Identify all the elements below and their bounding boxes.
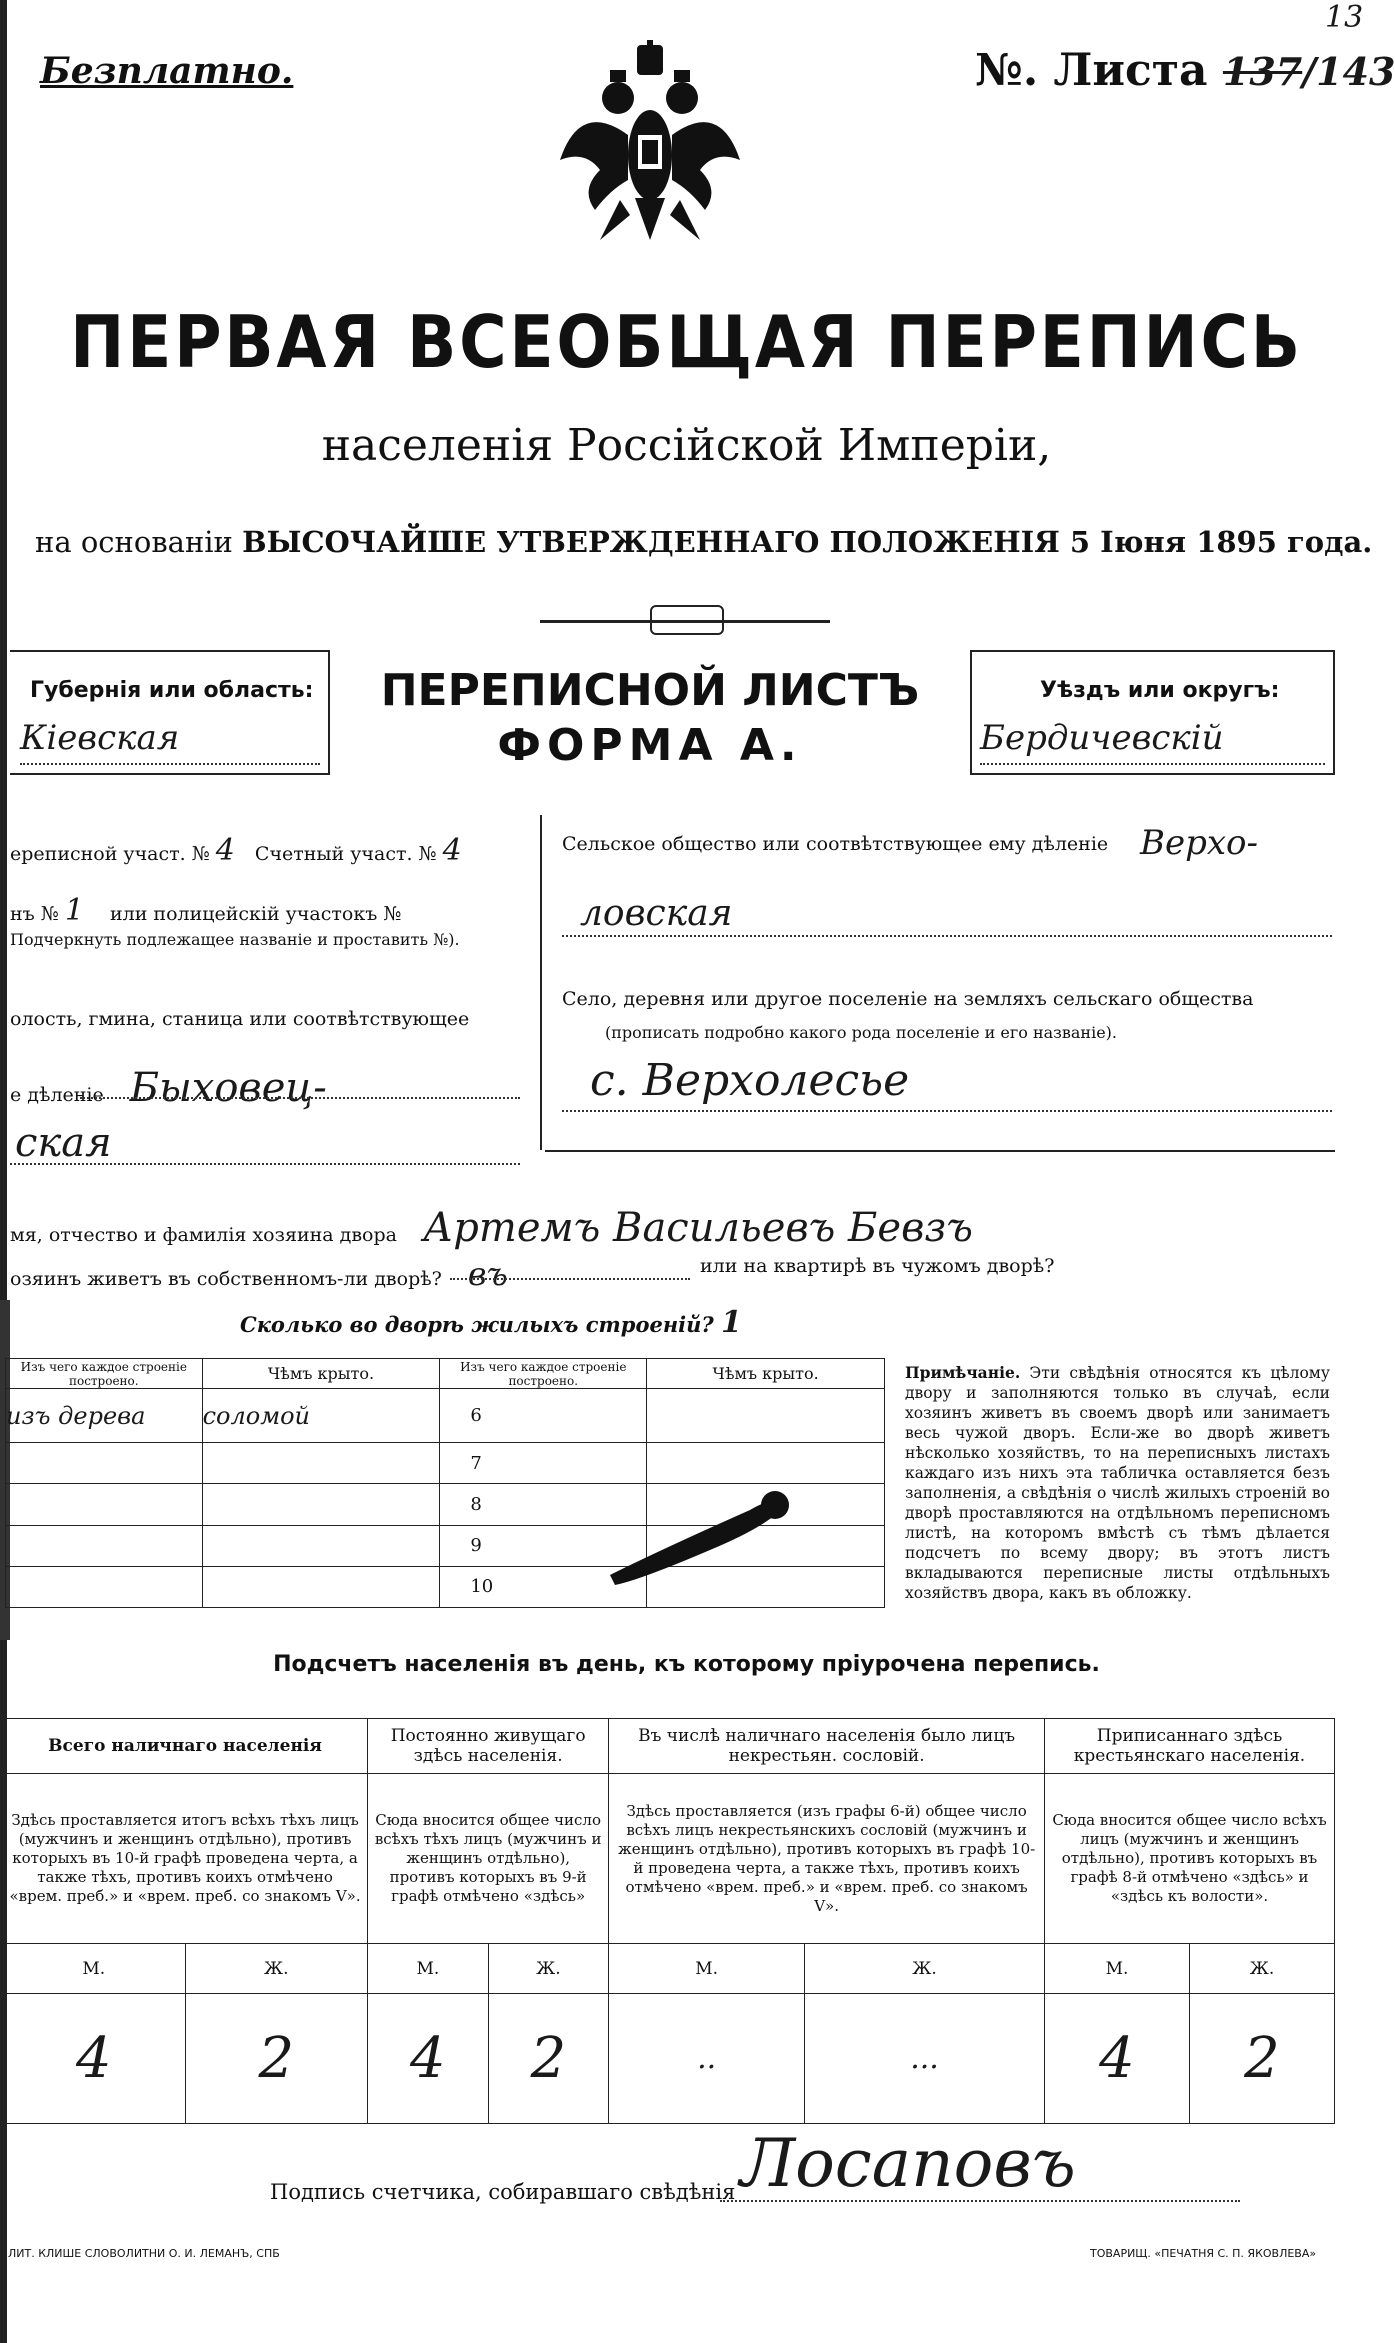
volost-value-2: ская <box>15 1120 112 1166</box>
police-label: или полицейскій участокъ № <box>109 903 402 925</box>
village-label: Село, деревня или другое поселеніе на земляхъ сельскаго общества <box>562 988 1254 1010</box>
remark <box>905 1363 1330 1603</box>
pop-m-label: М. <box>368 1944 489 1994</box>
stan-label: нъ № <box>10 903 59 925</box>
sheet-number-new: 143 <box>1316 49 1395 94</box>
printer-right: ТОВАРИЩ. «ПЕЧАТНЯ С. П. ЯКОВЛЕВА» <box>1090 2247 1317 2260</box>
signature-label: Подпись счетчика, собиравшаго свѣдѣнія <box>270 2180 736 2204</box>
pop-total-m: 4 <box>3 1994 186 2124</box>
table-row <box>6 1389 885 1443</box>
society-value-1: Верхо- <box>1140 823 1259 863</box>
col-material-header-2: Изъ чего каждое строеніе построено. <box>440 1359 647 1389</box>
pop-f-label: Ж. <box>1189 1944 1334 1994</box>
row-number: 8 <box>470 1494 482 1516</box>
row-number: 7 <box>470 1452 482 1474</box>
population-table <box>2 1718 1335 2124</box>
pop-f-label: Ж. <box>805 1944 1045 1994</box>
document-subtitle: населенія Россійской Имперіи, <box>321 420 1052 471</box>
pop-header-registered: Приписаннаго здѣсь крестьянскаго населенія. <box>1045 1719 1335 1774</box>
volost-label: олость, гмина, станица или соотвѣтствующее <box>10 1008 470 1030</box>
pop-m-label: М. <box>609 1944 805 1994</box>
buildings-line <box>240 1305 742 1340</box>
province-label: Губернія или область: <box>30 678 314 703</box>
pop-nonpeasant-m: .. <box>609 1994 805 2124</box>
sheet-number-struck: 137 <box>1222 49 1303 94</box>
district-value: Бердичевскій <box>980 718 1224 758</box>
rented-label: или на квартирѣ въ чужомъ дворѣ? <box>700 1255 1055 1277</box>
col-roof-header-2: Чѣмъ крыто. <box>647 1359 885 1389</box>
printer-left: ЛИТ. КЛИШЕ СЛОВОЛИТНИ О. И. ЛЕМАНЪ, СПБ <box>8 2247 280 2260</box>
legal-basis-prefix: на основаніи <box>35 525 233 559</box>
volost-value-1: Быховец- <box>129 1065 327 1111</box>
pop-header-permanent: Постоянно живущаго здѣсь населенія. <box>368 1719 609 1774</box>
underline-note: Подчеркнуть подлежащее названіе и проставить №). <box>10 930 460 949</box>
counting-section-value: 4 <box>442 833 462 868</box>
own-yard-value: въ <box>467 1255 508 1293</box>
sheet-number-label: №. Листа <box>975 45 1208 96</box>
pop-total-f: 2 <box>185 1994 368 2124</box>
row-number: 6 <box>470 1405 482 1427</box>
form-title: ПЕРЕПИСНОЙ ЛИСТЪ <box>380 665 920 716</box>
stan-line <box>10 893 401 928</box>
ink-blot <box>600 1480 800 1590</box>
district-label: Уѣздъ или округъ: <box>1040 678 1280 703</box>
corner-mark: 13 <box>1325 0 1364 35</box>
double-headed-eagle-emblem <box>540 40 760 270</box>
owner-name-value: Артемъ Васильевъ Бевзъ <box>423 1205 973 1251</box>
remark-label: Примѣчаніе. <box>905 1363 1021 1382</box>
division-line <box>10 1065 327 1111</box>
society-value-2: ловская <box>580 893 733 934</box>
society-label: Сельское общество или соотвѣтствующее ему дѣленіе <box>562 833 1109 855</box>
legal-basis-text: ВЫСОЧАЙШЕ УТВЕРЖДЕННАГО ПОЛОЖЕНІЯ 5 Іюня 1895 года. <box>242 525 1373 559</box>
sheet-number: №. Листа 137/143 <box>975 45 1395 96</box>
remark-text: Эти свѣдѣнія относятся къ цѣлому двору и заполняются только въ случаѣ, если хозяинъ живетъ въ своемъ дворѣ или занимаетъ весь чужой дворъ. Если-же во дворѣ живетъ нѣсколько хозяйствъ, то на переписныхъ листахъ каждаго изъ нихъ эта табличка оставляется безъ заполненія, а свѣдѣнія о числѣ жилыхъ строеній во дворѣ проставляются на отдѣльномъ переписномъ листѣ, на которомъ вмѣстѣ съ тѣмъ дѣлается подсчетъ по всему двору; въ этотъ листъ вкладываются переписные листы отдѣльныхъ хозяйствъ двора, какъ въ обложку. <box>905 1364 1330 1602</box>
document-title: ПЕРВАЯ ВСЕОБЩАЯ ПЕРЕПИСЬ <box>70 300 1303 384</box>
census-section-value: 4 <box>215 833 235 868</box>
stan-value: 1 <box>64 893 84 928</box>
owner-name-label: мя, отчество и фамилія хозяина двора <box>10 1224 397 1246</box>
row-number: 9 <box>470 1535 482 1557</box>
pop-desc-registered: Сюда вносится общее число всѣхъ лицъ (мужчинъ и женщинъ отдѣльно), противъ которыхъ въ графѣ 8-й отмѣчено «здѣсь» и «здѣсь къ волости». <box>1045 1774 1335 1944</box>
legal-basis <box>35 525 1372 559</box>
census-section <box>10 833 462 868</box>
pop-permanent-f: 2 <box>488 1994 609 2124</box>
pop-m-label: М. <box>1045 1944 1190 1994</box>
pop-header-total: Всего наличнаго населенія <box>3 1719 368 1774</box>
form-subtitle: ФОРМА А. <box>497 720 803 771</box>
own-yard-label: озяинъ живетъ въ собственномъ-ли дворѣ? <box>10 1268 442 1290</box>
table-row <box>6 1443 885 1484</box>
pop-desc-permanent: Сюда вносится общее число всѣхъ тѣхъ лицъ (мужчинъ и женщинъ отдѣльно), противъ которыхъ въ 9-й графѣ отмѣчено «здѣсь» <box>368 1774 609 1944</box>
pop-registered-m: 4 <box>1045 1994 1190 2124</box>
owner-name-line <box>10 1205 973 1251</box>
counting-section-label: Счетный участ. № <box>254 843 437 865</box>
pop-permanent-m: 4 <box>368 1994 489 2124</box>
pop-registered-f: 2 <box>1189 1994 1334 2124</box>
village-note: (прописать подробно какого рода поселеніе и его названіе). <box>605 1023 1117 1042</box>
pop-desc-total: Здѣсь проставляется итогъ всѣхъ тѣхъ лицъ (мужчинъ и женщинъ отдѣльно), противъ которыхъ въ 10-й графѣ проведена черта, а также тѣхъ, противъ коихъ отмѣчено «врем. преб.» и «врем. преб. со знакомъ V». <box>3 1774 368 1944</box>
census-section-label: ереписной участ. № <box>10 843 210 865</box>
pop-header-nonpeasant: Въ числѣ наличнаго населенія было лицъ некрестьян. сословій. <box>609 1719 1045 1774</box>
pop-m-label: М. <box>3 1944 186 1994</box>
col-material-header: Изъ чего каждое строеніе построено. <box>6 1359 203 1389</box>
ornament-center <box>650 605 724 635</box>
village-value: с. Верхолесье <box>590 1055 910 1106</box>
column-divider <box>540 815 542 1150</box>
own-yard-line <box>10 1255 508 1293</box>
signature-value: Лосаповъ <box>740 2125 1076 2202</box>
pop-desc-nonpeasant: Здѣсь проставляется (изъ графы 6-й) общее число всѣхъ лицъ некрестьянскихъ сословій (мужчинъ и женщинъ отдѣльно), противъ которыхъ въ графѣ 10-й проведена черта, а также тѣхъ, противъ коихъ отмѣчено «врем. преб.» и «врем. преб. со знакомъ V». <box>609 1774 1045 1944</box>
col-roof-header: Чѣмъ крыто. <box>202 1359 440 1389</box>
free-label: Безплатно. <box>40 50 294 92</box>
buildings-label: Сколько во дворѣ жилыхъ строеній? <box>240 1312 714 1337</box>
building-roof-1: соломой <box>202 1389 440 1443</box>
pop-f-label: Ж. <box>488 1944 609 1994</box>
division-label: е дѣленіе <box>10 1084 104 1106</box>
pop-f-label: Ж. <box>185 1944 368 1994</box>
pop-nonpeasant-f: ... <box>805 1994 1045 2124</box>
buildings-value: 1 <box>721 1305 742 1340</box>
population-title: Подсчетъ населенія въ день, къ которому пріурочена перепись. <box>273 1652 1100 1677</box>
province-value: Кіевская <box>20 718 180 758</box>
building-material-1: изъ дерева <box>6 1389 203 1443</box>
row-number: 10 <box>470 1576 494 1598</box>
